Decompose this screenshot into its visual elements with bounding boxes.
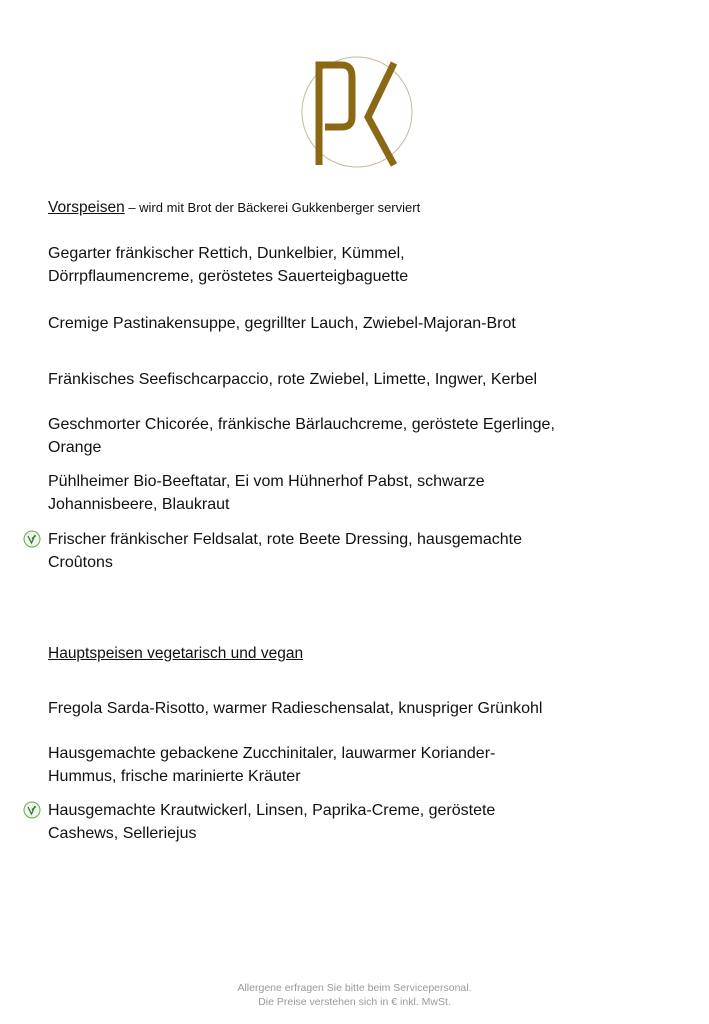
- menu-item: Cremige Pastinakensuppe, gegrillter Lauch, Zwiebel-Majoran-Brot: [48, 315, 516, 332]
- menu-item: Fränkisches Seefischcarpaccio, rote Zwiebel, Limette, Ingwer, Kerbel: [48, 371, 538, 388]
- section-heading-vorspeisen: [48, 199, 420, 217]
- footer-price-note: Die Preise verstehen sich in € inkl. MwSt.: [258, 996, 451, 1008]
- footer-allergen-note: Allergene erfragen Sie bitte beim Servicepersonal.: [237, 982, 472, 994]
- menu-item: Pühlheimer Bio-Beeftatar, Ei vom Hühnerhof Pabst, schwarze Johannisbeere, Blaukraut: [48, 473, 485, 513]
- menu-item: Fregola Sarda-Risotto, warmer Radieschensalat, knuspriger Grünkohl: [48, 700, 543, 717]
- vegan-icon: [23, 530, 41, 548]
- footer: [0, 981, 709, 1009]
- section-title: Vorspeisen: [48, 199, 125, 216]
- section-subtitle: – wird mit Brot der Bäckerei Gukkenberger serviert: [124, 200, 421, 215]
- vegan-icon: [23, 801, 41, 819]
- menu-item: Frischer fränkischer Feldsalat, rote Beete Dressing, hausgemachte Croûtons: [48, 531, 522, 571]
- menu-item: Gegarter fränkischer Rettich, Dunkelbier, Kümmel, Dörrpflaumencreme, geröstetes Sauerteigbaguette: [48, 245, 409, 285]
- menu-item: Hausgemachte gebackene Zucchinitaler, lauwarmer Koriander-Hummus, frische marinierte Kräuter: [48, 745, 496, 785]
- section-title-hauptspeisen: Hauptspeisen vegetarisch und vegan: [48, 645, 304, 662]
- menu-item: Hausgemachte Krautwickerl, Linsen, Paprika-Creme, geröstete Cashews, Selleriejus: [48, 802, 496, 842]
- menu-item: Geschmorter Chicorée, fränkische Bärlauchcreme, geröstete Egerlinge, Orange: [48, 416, 555, 456]
- pk-logo: [298, 55, 416, 173]
